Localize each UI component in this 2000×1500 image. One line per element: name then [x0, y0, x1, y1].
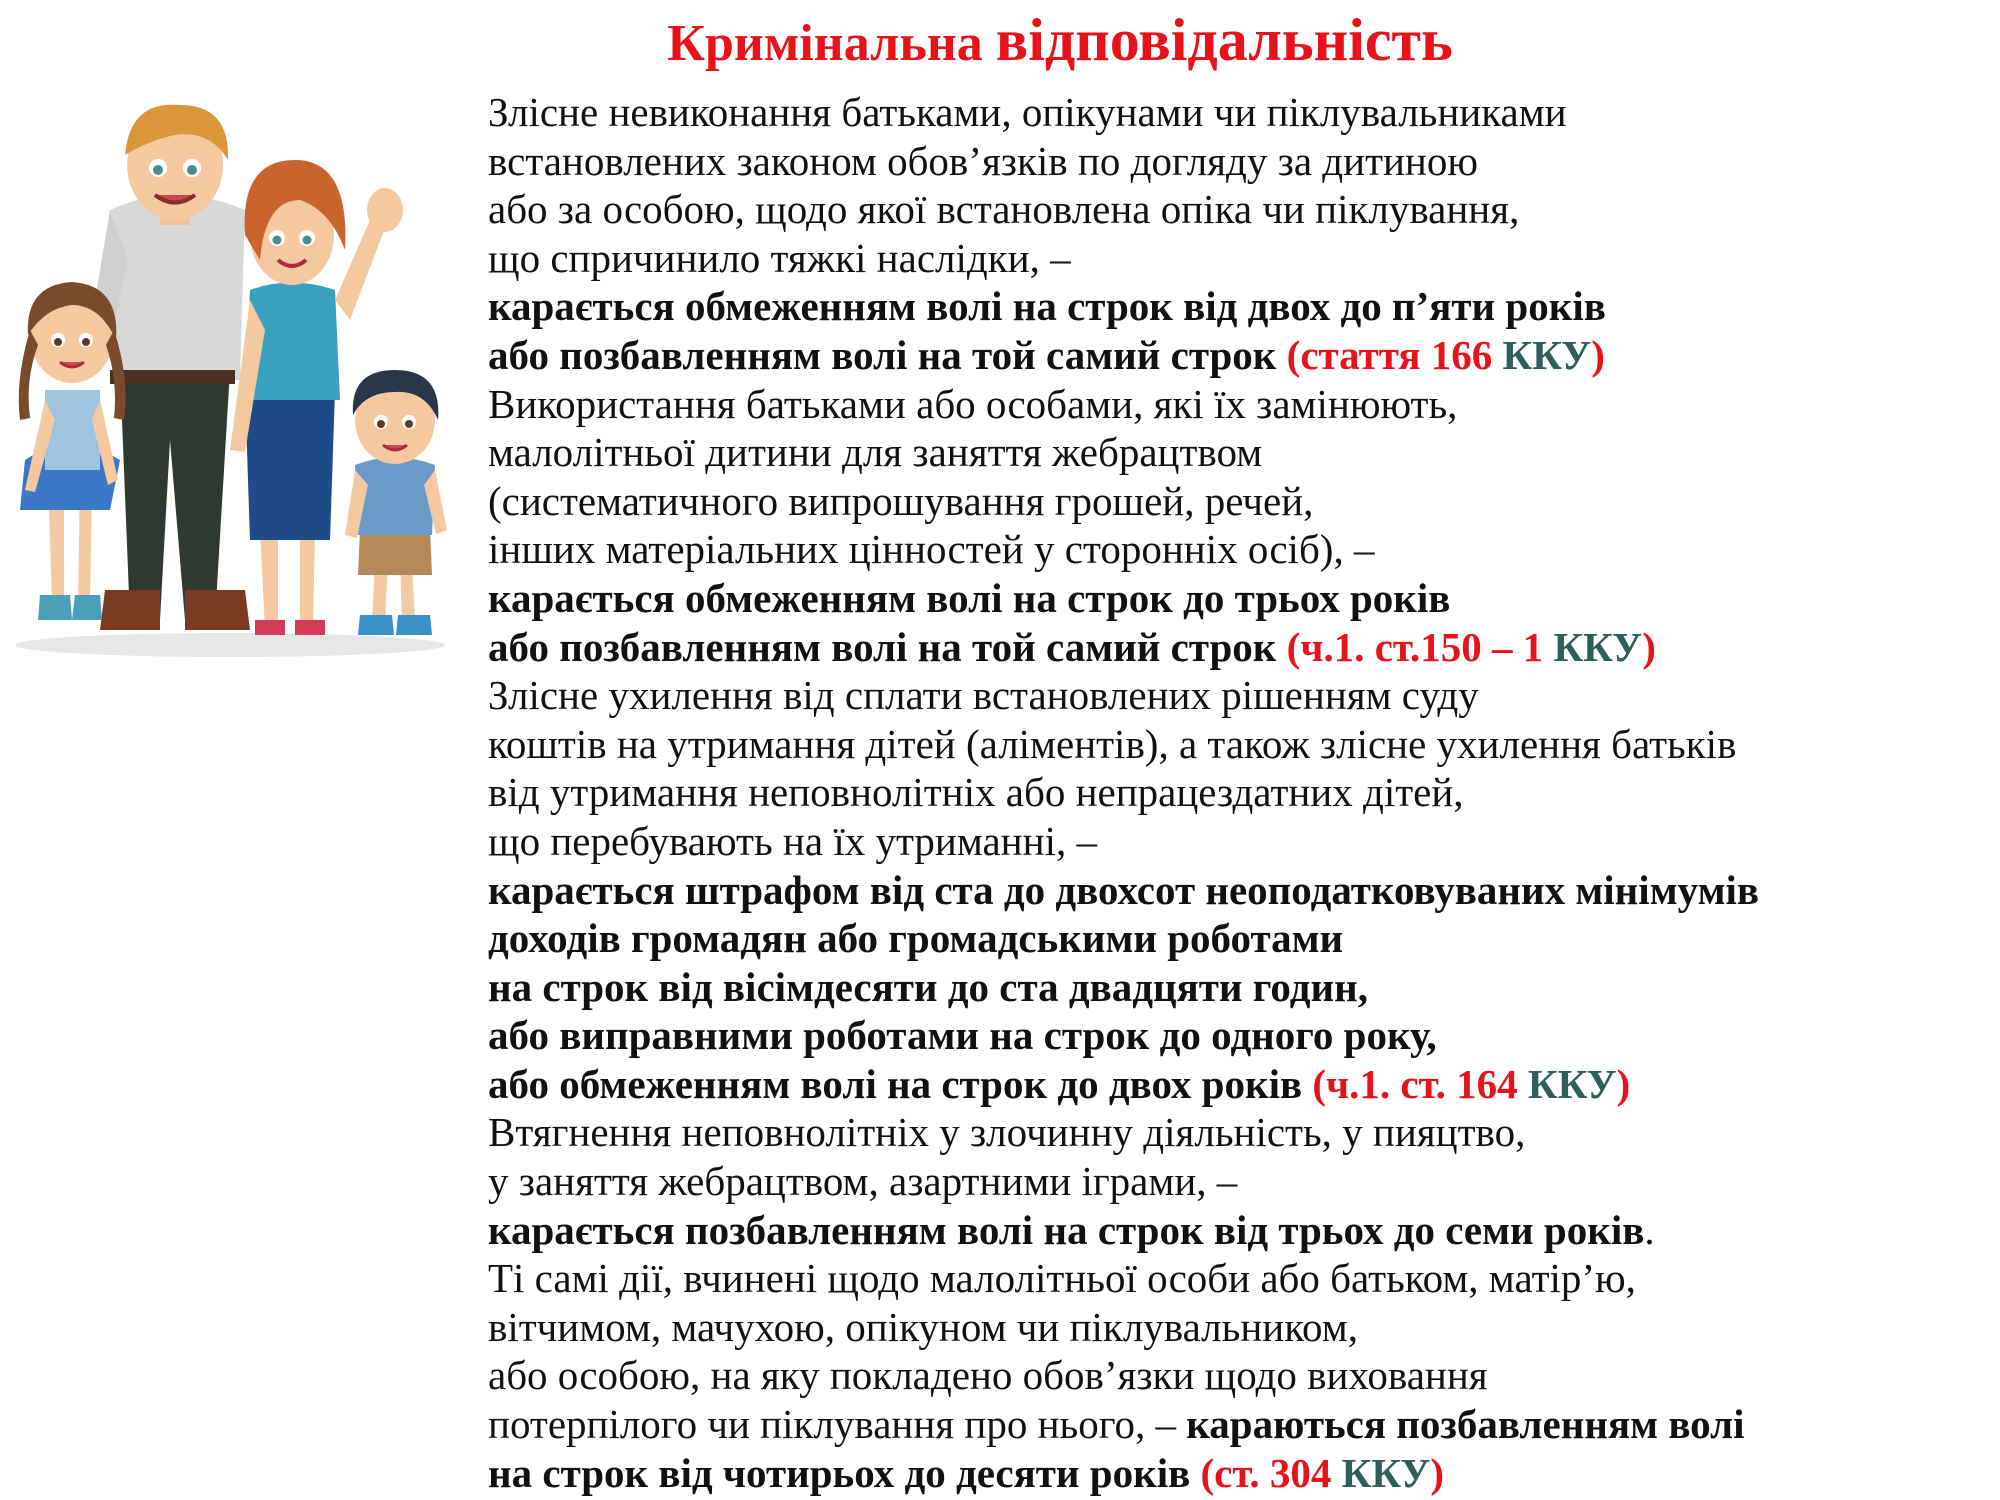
penalty-line	[488, 1206, 1988, 1255]
family-illustration	[0, 60, 470, 660]
text-line: що спричинило тяжкі наслідки, –	[488, 234, 1071, 281]
penalty-line: на строк від вісімдесяти до ста двадцяти годин,	[488, 963, 1368, 1010]
code-abbreviation: ККУ	[1341, 1449, 1431, 1496]
boy-figure	[345, 370, 447, 635]
text-line: інших матеріальних цінностей у сторонніх осіб), –	[488, 526, 1375, 573]
penalty-line: або виправними роботами на строк до одного року,	[488, 1012, 1437, 1059]
text-line: малолітньої дитини для заняття жебрацтвом	[488, 429, 1263, 476]
text-line: що перебувають на їх утриманні, –	[488, 817, 1097, 864]
reference-close: )	[1430, 1449, 1445, 1496]
penalty-text: на строк від чотирьох до десяти років	[488, 1449, 1191, 1496]
penalty-text: карається позбавленням волі на строк від трьох до семи років	[488, 1206, 1645, 1253]
text-line: від утримання неповнолітніх або непрацездатних дітей,	[488, 769, 1464, 816]
penalty-line: карається обмеженням волі на строк до трьох років	[488, 574, 1451, 621]
penalty-line: доходів громадян або громадськими роботами	[488, 915, 1344, 962]
girl-figure	[19, 282, 126, 620]
penalty-line-with-reference	[488, 1060, 1988, 1109]
penalty-text: або позбавленням волі на той самий строк	[488, 623, 1277, 670]
reference-close: )	[1616, 1060, 1631, 1107]
text-line: або особою, на яку покладено обов’язки щодо виховання	[488, 1352, 1488, 1399]
penalty-text: караються позбавленням волі	[1186, 1401, 1745, 1448]
penalty-line: карається штрафом від ста до двохсот неоподатковуваних мінімумів	[488, 866, 1760, 913]
plain-text: потерпілого чи піклування про нього, –	[488, 1401, 1177, 1448]
body-text	[488, 88, 1988, 1497]
code-abbreviation: ККУ	[1502, 331, 1592, 378]
mixed-line	[488, 1400, 1988, 1449]
article-reference: (ч.1. ст. 164	[1312, 1060, 1518, 1107]
title-part-1: Кримінальна	[667, 15, 983, 72]
reference-close: )	[1591, 331, 1605, 378]
penalty-line-with-reference	[488, 1449, 1988, 1498]
penalty-line-with-reference	[488, 623, 1988, 672]
text-line: Втягнення неповнолітніх у злочинну діяльність, у пияцтво,	[488, 1109, 1526, 1156]
father-figure	[85, 105, 250, 630]
penalty-line: карається обмеженням волі на строк від двох до п’яти років	[488, 283, 1606, 330]
reference-close: )	[1642, 623, 1656, 670]
text-line: вітчимом, мачухою, опікуном чи піклувальником,	[488, 1303, 1358, 1350]
penalty-line-with-reference	[488, 331, 1988, 380]
penalty-text: або позбавленням волі на той самий строк	[488, 331, 1277, 378]
text-line: у заняття жебрацтвом, азартними іграми, –	[488, 1158, 1238, 1205]
article-reference: (ч.1. ст.150 – 1	[1286, 623, 1544, 670]
article-reference: (ст. 304	[1200, 1449, 1332, 1496]
title-part-2: відповідальність	[995, 7, 1453, 73]
text-line: (систематичного випрошування грошей, речей,	[488, 477, 1314, 524]
article-reference: (стаття 166	[1286, 331, 1493, 378]
period: .	[1644, 1206, 1655, 1253]
text-line: Злісне ухилення від сплати встановлених рішенням суду	[488, 672, 1479, 719]
code-abbreviation: ККУ	[1527, 1060, 1617, 1107]
text-line: або за особою, щодо якої встановлена опіка чи піклування,	[488, 186, 1520, 233]
text-line: встановлених законом обов’язків по догляду за дитиною	[488, 137, 1479, 184]
penalty-text: або обмеженням волі на строк до двох років	[488, 1060, 1303, 1107]
text-line: Злісне невиконання батьками, опікунами чи піклувальниками	[488, 89, 1567, 135]
text-line: Використання батьками або особами, які їх замінюють,	[488, 380, 1458, 427]
text-line: коштів на утримання дітей (аліментів), а також злісне ухилення батьків	[488, 720, 1737, 767]
text-line: Ті самі дії, вчинені щодо малолітньої особи або батьком, матір’ю,	[488, 1255, 1636, 1302]
code-abbreviation: ККУ	[1553, 623, 1643, 670]
